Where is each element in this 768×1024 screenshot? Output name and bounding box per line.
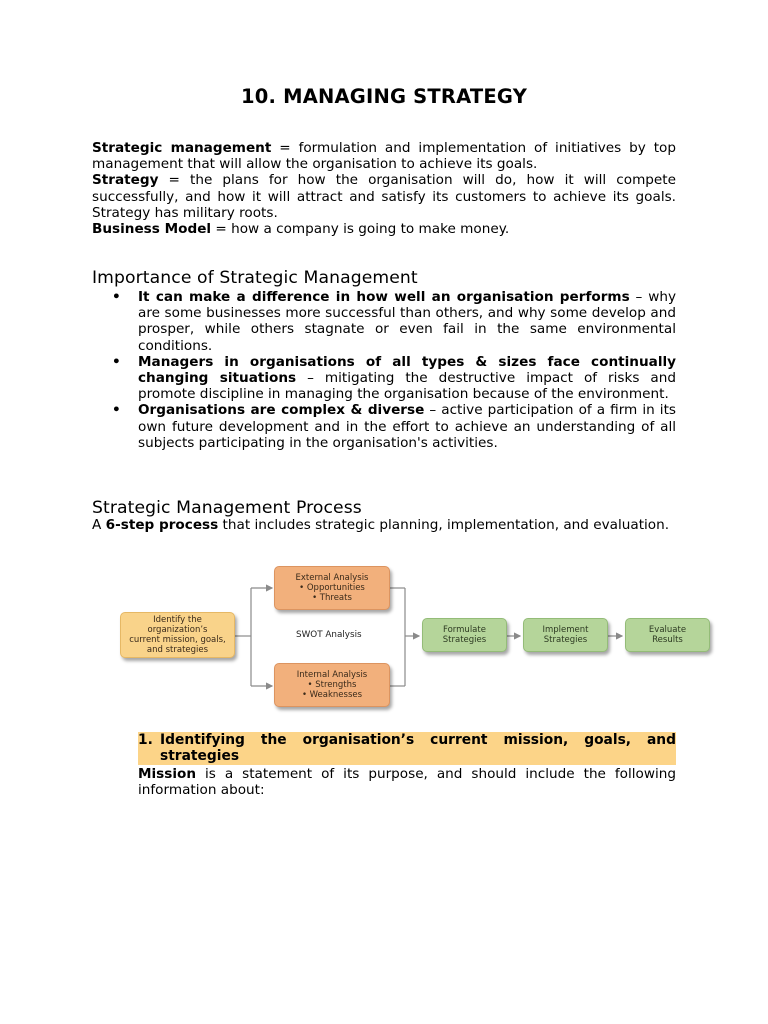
definition-strategy	[92, 172, 676, 221]
definition-text: = the plans for how the organisation will do, how it will compete successfully, and how it will attract and satisfy its customers to achieve its goals. Strategy has military roots.	[92, 172, 676, 221]
list-item	[92, 354, 676, 403]
definition-text: = formulation and implementation of initiatives by top management that will allow the organisation to achieve its goals.	[92, 140, 677, 173]
intro-prefix: A	[92, 517, 106, 533]
external-analysis-box	[274, 566, 390, 610]
importance-bullet-list	[92, 289, 676, 451]
step-1-heading	[138, 732, 676, 765]
box-line: • Opportunities	[299, 583, 365, 593]
box-line: Results	[652, 635, 683, 645]
bullet-text: – why are some businesses more successful than others, and why some develop and prosper, while others stagnate or even fail in the same environmental conditions.	[138, 289, 676, 354]
strategic-process-diagram	[116, 560, 716, 720]
mission-paragraph	[138, 766, 676, 798]
bullet-dot: •	[112, 353, 121, 370]
bullet-bold-text: Managers in organisations of all types & sizes face continually changing situations	[138, 353, 676, 387]
bullet-dot: •	[112, 289, 121, 305]
list-item	[92, 289, 676, 354]
mission-text: is a statement of its purpose, and should include the following information about:	[138, 766, 676, 799]
box-line: Identify the	[153, 615, 202, 625]
box-line: Strategies	[442, 635, 487, 645]
box-line: Evaluate	[648, 625, 687, 635]
box-line: Implement	[542, 625, 589, 635]
process-heading: Strategic Management Process	[92, 498, 362, 518]
implement-strategies-box	[523, 618, 608, 652]
definition-term: Strategic management	[92, 140, 272, 156]
step-number: 1.	[138, 732, 153, 748]
box-line: organization’s	[147, 625, 208, 635]
bullet-text: – mitigating the destructive impact of risks and promote discipline in managing the organisation because of the environment.	[138, 370, 677, 403]
definition-strategic-management	[92, 140, 676, 172]
box-line: current mission, goals,	[129, 635, 226, 645]
intro-bold: 6-step process	[105, 517, 219, 533]
bullet-bold-text: It can make a difference in how well an organisation performs	[138, 289, 630, 305]
internal-analysis-box	[274, 663, 390, 707]
bullet-dot: •	[112, 402, 121, 419]
process-intro	[92, 517, 676, 533]
box-line: External Analysis	[295, 573, 369, 583]
list-item	[92, 402, 676, 451]
importance-heading: Importance of Strategic Management	[92, 268, 418, 288]
definition-business-model	[92, 221, 676, 237]
mission-term: Mission	[138, 766, 197, 782]
box-line: • Strengths	[307, 680, 357, 690]
box-line: Formulate	[443, 625, 486, 635]
bullet-bold-text: Organisations are complex & diverse	[138, 402, 425, 419]
bullet-text: – active participation of a firm in its own future development and in the effort to achieve an understanding of all subjects participating in the organisation's activities.	[138, 402, 676, 451]
definition-text: = how a company is going to make money.	[211, 221, 510, 238]
box-line: • Threats	[312, 593, 352, 603]
definitions-block	[92, 140, 676, 237]
definition-term: Business Model	[92, 221, 212, 238]
box-line: Internal Analysis	[296, 670, 368, 680]
step-heading-text: Identifying the organisation’s current mission, goals, and strategies	[160, 732, 676, 765]
evaluate-results-box	[625, 618, 710, 652]
box-line: Strategies	[543, 635, 588, 645]
formulate-strategies-box	[422, 618, 507, 652]
box-line: • Weaknesses	[301, 690, 363, 700]
intro-rest: that includes strategic planning, implementation, and evaluation.	[218, 517, 670, 533]
page-title: 10. MANAGING STRATEGY	[240, 85, 528, 108]
definition-term: Strategy	[92, 172, 159, 189]
box-line: and strategies	[146, 645, 209, 655]
identify-mission-box	[120, 612, 235, 658]
swot-analysis-label: SWOT Analysis	[296, 630, 362, 640]
